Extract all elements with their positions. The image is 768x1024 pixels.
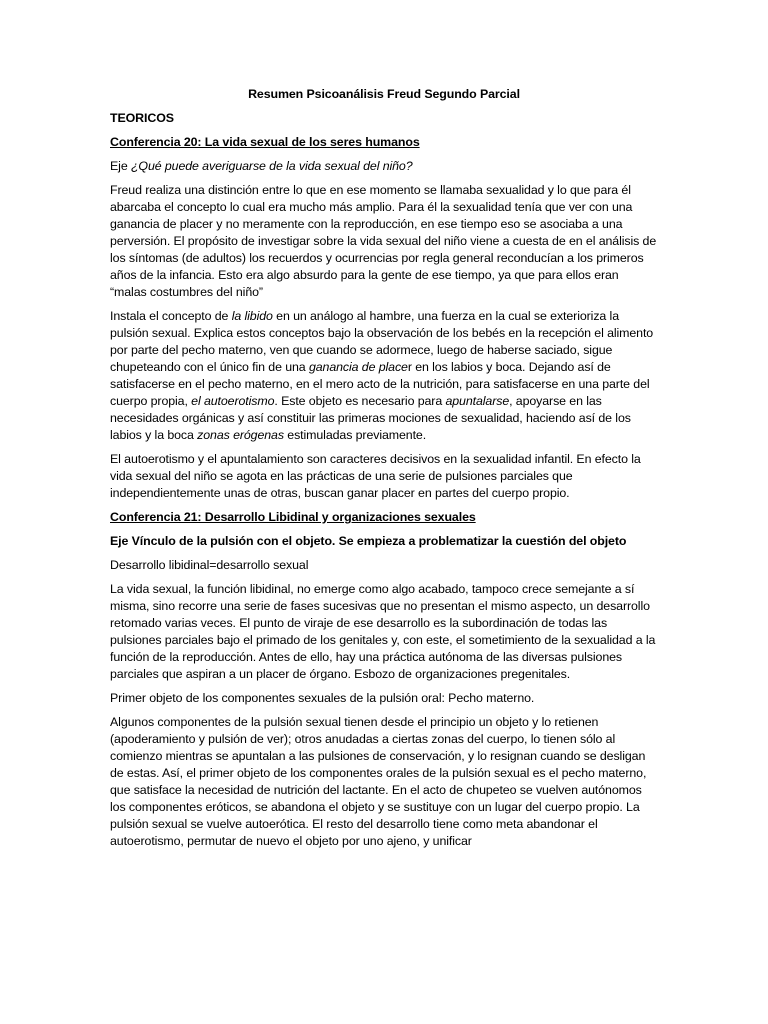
emphasis: el autoerotismo [191,394,275,408]
document-body [110,86,658,857]
paragraph: La vida sexual, la función libidinal, no emerge como algo acabado, tampoco crece semejante a sí misma, sino recorre una serie de fases sucesivas que no presentan el mismo aspecto, un desarrollo retomado varias veces. El punto de viraje de ese desarrollo es la subordinación de todas las pulsiones parciales bajo el primado de los genitales y, con este, el sometimiento de la sexualidad a la función de la reproducción. Antes de ello, hay una práctica autónoma de las diversas pulsiones parciales que aspiran a un placer de órgano. Esbozo de organizaciones pregenitales. [110,582,656,681]
text-run: estimuladas previamente. [283,428,427,442]
paragraph: Algunos componentes de la pulsión sexual tienen desde el principio un objeto y lo retienen (apoderamiento y pulsión de ver); otros anudadas a ciertas zonas del cuerpo, lo tienen sólo al comienzo mientras se apuntalan a las pulsiones de conservación, y lo resignan cuando se desligan de estas. Así, el primer objeto de los componentes orales de la pulsión sexual es el pecho materno, que satisface la necesidad de nutrición del lactante. En el acto de chupeteo se vuelven autónomos los componentes eróticos, se abandona el objeto y se sustituye con un lugar del cuerpo propio. La pulsión sexual se vuelve autoerótica. El resto del desarrollo tiene como meta abandonar el autoerotismo, permutar de nuevo el objeto por uno ajeno, y unificar [110,715,647,848]
conference-20-heading: Conferencia 20: La vida sexual de los seres humanos [110,135,420,149]
text-run: r en los labios y boca. Dejando así de satisfacerse en el pecho materno, en el mero acto de la nutrición, para satisfacerse en una parte del cuerpo propia, [110,360,650,408]
conference-21-heading: Conferencia 21: Desarrollo Libidinal y organizaciones sexuales [110,510,476,524]
paragraph: El autoerotismo y el apuntalamiento son caracteres decisivos en la sexualidad infantil. En efecto la vida sexual del niño se agota en las prácticas de una serie de pulsiones parciales que independientemente unas de otras, buscan ganar placer en partes del cuerpo propio. [110,452,641,500]
text-run: Instala el concepto de [110,309,232,323]
text-run: . Este objeto es necesario para [274,394,446,408]
paragraph: Freud realiza una distinción entre lo que en ese momento se llamaba sexualidad y lo que para él abarcaba el concepto lo cual era mucho más amplio. Para él la sexualidad tenía que ver con una ganancia de placer y no meramente con la reproducción, en ese tiempo eso se asociaba a una perversión. El propósito de investigar sobre la vida sexual del niño viene a cuesta de en el análisis de los síntomas (de adultos) los recuerdos y ocurrencias por regla general reconducían a los primeros años de la infancia. Esto era algo absurdo para la gente de ese tiempo, ya que para ellos eran “malas costumbres del niño” [110,183,657,299]
text-run: en un análogo al hambre, una fuerza en la cual se exterioriza la pulsión sexual. Explica estos conceptos bajo la observación de los bebés en la recepción el alimento por parte del pecho materno, ven que cuando se adormece, luego de haberse saciado, sigue chupeteando con el único fin de una [110,309,654,374]
document-title: Resumen Psicoanálisis Freud Segundo Parcial [248,87,520,101]
eje-prefix: Eje [110,159,131,173]
paragraph: Primer objeto de los componentes sexuales de la pulsión oral: Pecho materno. [110,691,535,705]
paragraph-libido [110,308,658,444]
emphasis: apuntalarse [445,394,510,408]
subtitle: Desarrollo libidinal=desarrollo sexual [110,558,309,572]
section-heading: TEORICOS [110,111,174,125]
eje-question: ¿Qué puede averiguarse de la vida sexual del niño? [130,159,413,173]
conference-21-eje: Eje Vínculo de la pulsión con el objeto. Se empieza a problematizar la cuestión del objeto [110,534,627,548]
emphasis: zonas erógenas [197,428,284,442]
emphasis: ganancia de place [308,360,408,374]
emphasis: la libido [231,309,273,323]
text-run: , apoyarse en las necesidades orgánicas y así constituir las primeras mociones de sexualidad, haciendo así de los labios y la boca [110,394,631,442]
conference-20-eje [110,158,658,175]
